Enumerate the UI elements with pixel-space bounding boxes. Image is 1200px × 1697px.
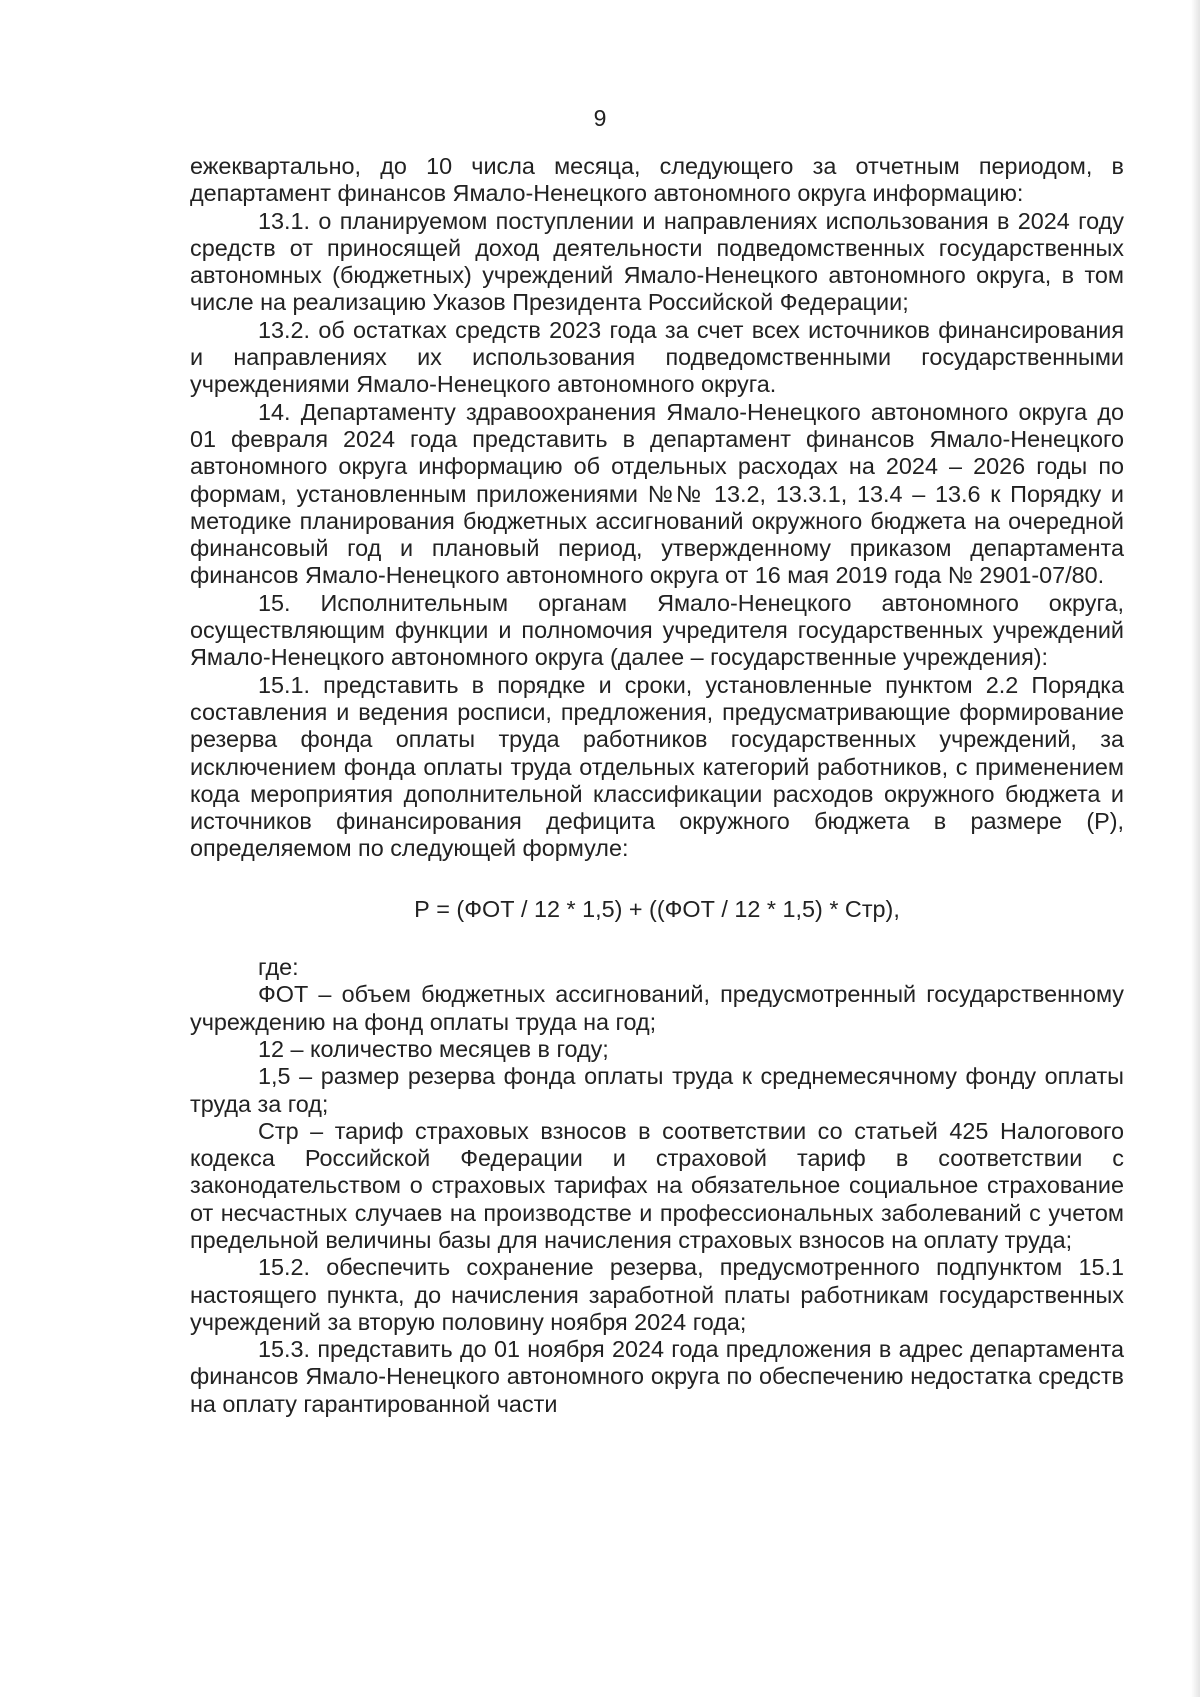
definition-1-5: 1,5 – размер резерва фонда оплаты труда к среднемесячному фонду оплаты труда за год; — [190, 1063, 1124, 1117]
definition-fot: ФОТ – объем бюджетных ассигнований, предусмотренный государственному учреждению на фонд оплаты труда на год; — [190, 981, 1124, 1035]
page-number: 9 — [593, 105, 607, 131]
paragraph-continuation: ежеквартально, до 10 числа месяца, следующего за отчетным периодом, в департамент финансов Ямало-Ненецкого автономного округа информацию: — [190, 153, 1124, 207]
definition-12: 12 – количество месяцев в году; — [258, 1035, 609, 1062]
page-edge-shadow — [1191, 0, 1200, 1697]
paragraph-15-1: 15.1. представить в порядке и сроки, установленные пунктом 2.2 Порядка составления и ведения росписи, предложения, предусматривающие формирование резерва фонда оплаты труда работников государственных учреждений, за исключением фонда оплаты труда отдельных категорий работников, с применением кода мероприятия дополнительной классификации расходов окружного бюджета и источников финансирования дефицита окружного бюджета в размере (Р), определяемом по следующей формуле: — [190, 671, 1124, 862]
paragraph-14: 14. Департаменту здравоохранения Ямало-Ненецкого автономного округа до 01 февраля 2024 года представить в департамент финансов Ямало-Ненецкого автономного округа информацию об отдельных расходах на 2024 – 2026 годы по формам, установленным приложениями №№ 13.2, 13.3.1, 13.4 – 13.6 к Порядку и методике планирования бюджетных ассигнований окружного бюджета на очередной финансовый год и плановый период, утвержденному приказом департамента финансов Ямало-Ненецкого автономного округа от 16 мая 2019 года № 2901-07/80. — [190, 398, 1124, 589]
paragraph-13-2: 13.2. об остатках средств 2023 года за счет всех источников финансирования и направлениях их использования подведомственными государственными учреждениями Ямало-Ненецкого автономного округа. — [190, 316, 1124, 398]
paragraph-13-1: 13.1. о планируемом поступлении и направлениях использования в 2024 году средств от приносящей доход деятельности подведомственных государственных автономных (бюджетных) учреждений Ямало-Ненецкого автономного округа, в том числе на реализацию Указов Президента Российской Федерации; — [190, 207, 1124, 316]
reserve-formula: Р = (ФОТ / 12 * 1,5) + ((ФОТ / 12 * 1,5) * Стр), — [414, 895, 900, 922]
definition-str: Стр – тариф страховых взносов в соответствии со статьей 425 Налогового кодекса Российской Федерации и страховой тариф в соответствии с законодательством о страховых тарифах на обязательное социальное страхование от несчастных случаев на производстве и профессиональных заболеваний с учетом предельной величины базы для начисления страховых взносов на оплату труда; — [190, 1117, 1124, 1253]
document-body — [190, 153, 1124, 1418]
paragraph-15-3: 15.3. представить до 01 ноября 2024 года предложения в адрес департамента финансов Ямало-Ненецкого автономного округа по обеспечению недостатка средств на оплату гарантированной части — [190, 1336, 1124, 1417]
paragraph-15-2: 15.2. обеспечить сохранение резерва, предусмотренного подпунктом 15.1 настоящего пункта, до начисления заработной платы работникам государственных учреждений за вторую половину ноября 2024 года; — [190, 1254, 1124, 1335]
definitions-intro: где: — [258, 954, 299, 981]
paragraph-15: 15. Исполнительным органам Ямало-Ненецкого автономного округа, осуществляющим функции и полномочия учредителя государственных учреждений Ямало-Ненецкого автономного округа (далее – государственные учреждения): — [190, 589, 1124, 671]
